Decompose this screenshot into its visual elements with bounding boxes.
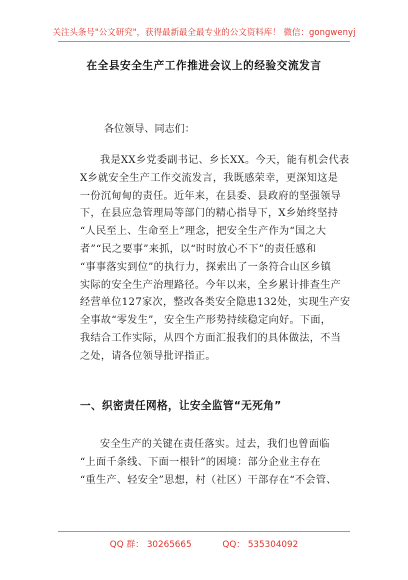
paragraph-line: “人民至上、生命至上”理念，把安全生产作为“国之大: [80, 226, 327, 238]
section-heading: 一、织密责任网格，让安全监管“无死角”: [80, 400, 282, 412]
paragraph-line: “事事落实到位”的执行力，探索出了一条符合山区乡镇: [80, 261, 332, 273]
paragraph-line: “上面千条线、下面一根针”的困境：部分企业主存在: [80, 456, 321, 468]
paragraph-line: 我结合工作实际，从四个方面汇报我们的具体做法，不当: [80, 332, 342, 344]
footer-contact: [0, 537, 408, 550]
paragraph-line: X乡就安全生产工作交流发言，我既感荣幸，更深知这是: [80, 172, 339, 184]
paragraph-line: 经营单位127家次，整改各类安全隐患132处，实现生产安: [80, 297, 351, 309]
footer-qq-group: QQ 群： 30265665: [109, 540, 192, 550]
paragraph-line: “重生产、轻安全”思想，村（社区）干部存在“不会管、: [80, 474, 337, 486]
paragraph-line: 全事故“零发生”，安全生产形势持续稳定向好。下面，: [80, 315, 332, 327]
greeting: 各位领导、同志们：: [104, 124, 195, 135]
paragraph-intro: [80, 152, 351, 366]
paragraph-line: 我是XX乡党委副书记、乡长XX。今天，能有机会代表: [100, 155, 350, 166]
footer-divider: [58, 531, 350, 532]
paragraph-line: 者”“民之要事”来抓，以“时时放心不下”的责任感和: [80, 243, 317, 255]
header-divider: [58, 41, 350, 42]
paragraph-line: 下，在县应急管理局等部门的精心指导下，X乡始终坚持: [80, 208, 339, 220]
paragraph-line: 之处，请各位领导批评指正。: [80, 350, 216, 362]
paragraph-line: 实际的安全生产治理路径。今年以来，全乡累计排查生产: [80, 279, 342, 291]
paragraph-section1: [80, 436, 340, 489]
header-watermark-note: 关注头条号"公文研究"，获得最新最全最专业的公文资料库！ 微信：gongwenyj: [52, 27, 356, 37]
paragraph-line: 一份沉甸甸的责任。近年来，在县委、县政府的坚强领导: [80, 190, 342, 202]
document-title: 在全县安全生产工作推进会议上的经验交流发言: [86, 60, 322, 72]
paragraph-line: 安全生产的关键在责任落实。过去，我们也曾面临: [100, 439, 330, 450]
footer-qq: QQ： 535304092: [222, 540, 299, 550]
